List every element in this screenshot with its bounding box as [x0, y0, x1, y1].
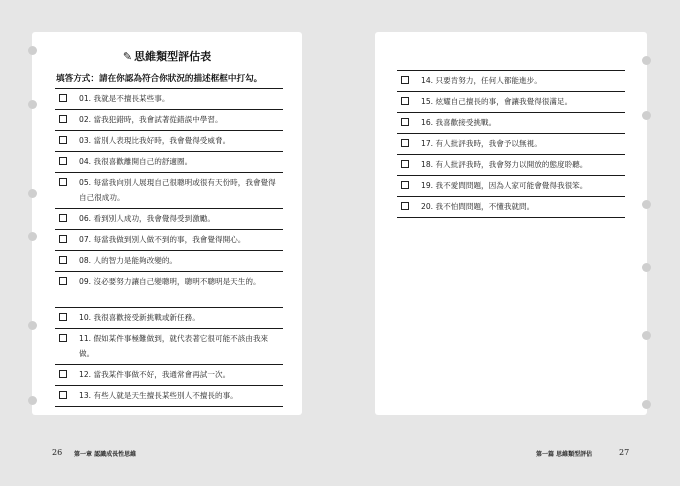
binder-hole [28, 321, 37, 330]
list-item [55, 364, 283, 385]
list-item [55, 109, 283, 130]
list-item [55, 208, 283, 229]
binder-hole [642, 111, 651, 120]
checkbox[interactable] [59, 235, 67, 243]
item-text: 05. 每當我向別人展現自己很聰明或很有天份時，我會覺得自己很成功。 [79, 178, 276, 202]
checkbox[interactable] [59, 94, 67, 102]
left-page [32, 32, 302, 415]
pencil-icon: ✎ [122, 50, 133, 63]
list-item [397, 196, 625, 218]
page-number-left: 26 [52, 448, 63, 457]
item-text: 10. 我很喜歡接受新挑戰或新任務。 [79, 313, 200, 322]
binder-hole [642, 56, 651, 65]
item-text: 14. 只要肯努力，任何人都能進步。 [421, 76, 542, 85]
checkbox[interactable] [401, 160, 409, 168]
list-item [55, 328, 283, 364]
item-text: 16. 我喜歡接受挑戰。 [421, 118, 497, 127]
binder-hole [28, 396, 37, 405]
item-text: 18. 有人批評我時，我會努力以開放的態度聆聽。 [421, 160, 588, 169]
item-text: 09. 沒必要努力讓自己變聰明，聰明不聰明是天生的。 [79, 277, 261, 286]
checkbox[interactable] [59, 334, 67, 342]
page-number-right: 27 [619, 448, 630, 457]
list-item [397, 91, 625, 112]
item-text: 11. 假如某件事極難做到，就代表著它很可能不該由我來做。 [79, 334, 269, 358]
item-text: 01. 我就是不擅長某些事。 [79, 94, 170, 103]
right-page [375, 32, 647, 415]
checkbox[interactable] [59, 157, 67, 165]
checkbox[interactable] [401, 139, 409, 147]
item-text: 04. 我很喜歡離開自己的舒適圈。 [79, 157, 193, 166]
list-item [55, 385, 283, 407]
checkbox[interactable] [59, 370, 67, 378]
binder-hole [642, 331, 651, 340]
page-title-text: 思維類型評估表 [134, 50, 212, 63]
binder-hole [28, 100, 37, 109]
checkbox[interactable] [59, 115, 67, 123]
checkbox[interactable] [59, 214, 67, 222]
list-item [55, 229, 283, 250]
list-item [397, 175, 625, 196]
list-item [55, 172, 283, 208]
checkbox[interactable] [59, 277, 67, 285]
item-text: 15. 炫耀自己擅長的事，會讓我覺得很滿足。 [421, 97, 573, 106]
page-title [32, 48, 302, 64]
item-text: 19. 我不愛問問題，因為人家可能會覺得我很笨。 [421, 181, 588, 190]
list-item [55, 130, 283, 151]
item-text: 12. 當我某件事做不好，我通常會再試一次。 [79, 370, 231, 379]
checkbox[interactable] [401, 118, 409, 126]
checkbox[interactable] [401, 97, 409, 105]
list-item [397, 70, 625, 91]
checkbox[interactable] [401, 181, 409, 189]
checkbox[interactable] [59, 136, 67, 144]
item-text: 03. 當別人表現比我好時，我會覺得受威脅。 [79, 136, 231, 145]
instructions: 填答方式：請在你認為符合你狀況的描述框框中打勾。 [56, 74, 263, 84]
checkbox[interactable] [59, 391, 67, 399]
binder-hole [28, 189, 37, 198]
list-item [55, 88, 283, 109]
item-text: 08. 人的智力是能夠改變的。 [79, 256, 178, 265]
checkbox[interactable] [59, 313, 67, 321]
checkbox[interactable] [59, 178, 67, 186]
running-head-right: 第一篇 思維類型評估 [536, 451, 593, 458]
assessment-list-left [55, 88, 283, 407]
item-text: 20. 我不怕問問題，不懂我就問。 [421, 202, 535, 211]
item-text: 17. 有人批評我時，我會予以無視。 [421, 139, 542, 148]
binder-hole [642, 263, 651, 272]
binder-hole [642, 400, 651, 409]
binder-hole [28, 232, 37, 241]
list-item [397, 112, 625, 133]
checkbox[interactable] [59, 256, 67, 264]
list-item [397, 154, 625, 175]
list-item [55, 250, 283, 271]
item-text: 02. 當我犯錯時，我會試著從錯誤中學習。 [79, 115, 223, 124]
list-item [55, 271, 283, 307]
item-text: 06. 看到別人成功，我會覺得受到激勵。 [79, 214, 215, 223]
checkbox[interactable] [401, 76, 409, 84]
item-text: 13. 有些人就是天生擅長某些別人不擅長的事。 [79, 391, 238, 400]
item-text: 07. 每當我做到別人做不到的事，我會覺得開心。 [79, 235, 246, 244]
list-item [55, 307, 283, 328]
list-item [397, 133, 625, 154]
binder-hole [642, 200, 651, 209]
assessment-list-right [397, 70, 625, 218]
list-item [55, 151, 283, 172]
checkbox[interactable] [401, 202, 409, 210]
running-head-left: 第一章 認識成長性思維 [74, 451, 137, 458]
